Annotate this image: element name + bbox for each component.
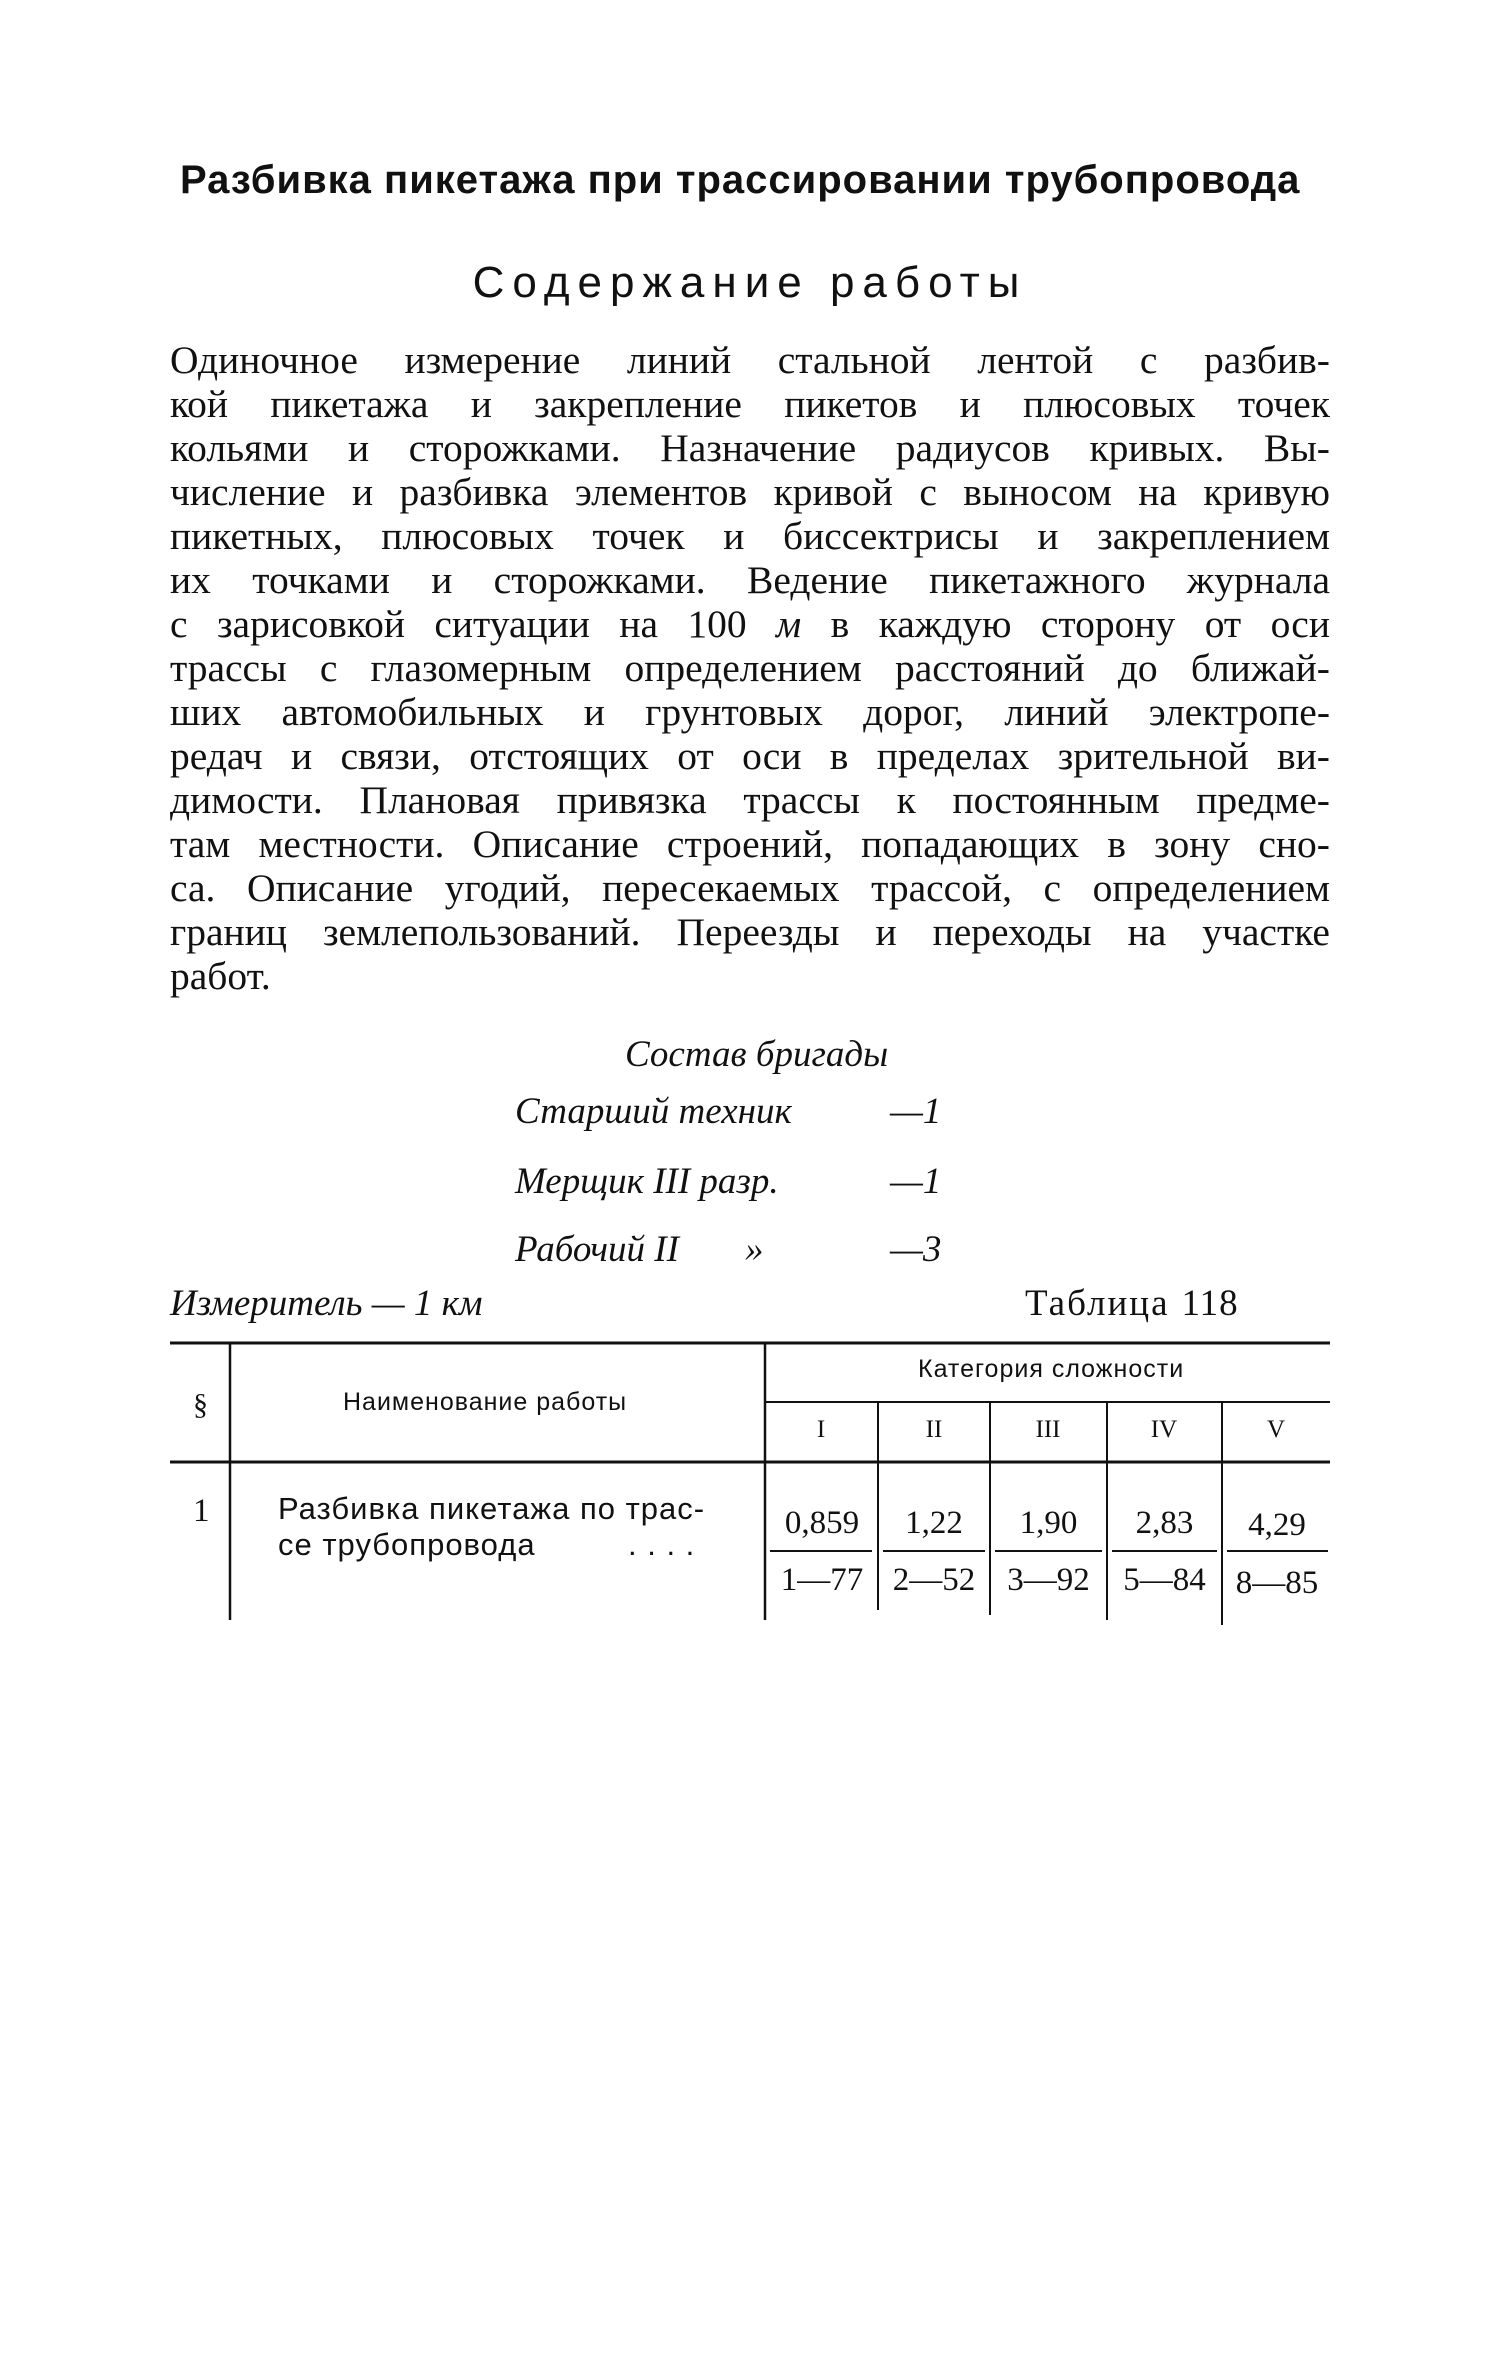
paragraph-line: кольями и сторожками. Назначение радиусов кривых. Вы- [170,426,1330,470]
crew-role: Рабочий II [515,1229,679,1270]
paragraph-line: границ землепользований. Переезды и переходы на участке [170,910,1330,954]
crew-role: Мерщик III разр. [515,1161,779,1202]
value-cat-iii: 1,90 [1019,1505,1078,1541]
table-label: Таблица [1025,1283,1170,1324]
price-cat-iv: 5—84 [1123,1562,1206,1598]
value-cat-ii: 1,22 [905,1505,963,1541]
crew-ditto: » [745,1229,764,1270]
paragraph-line: работ. [170,954,271,998]
value-cat-v: 4,29 [1248,1507,1306,1543]
paragraph-line: Одиночное измерение линий стальной лентой с разбив- [170,338,1330,382]
row-work-leader: . . . . [628,1527,696,1562]
category-ii: II [925,1416,943,1443]
category-iv: IV [1150,1416,1178,1443]
paragraph-line: числение и разбивка элементов кривой с выносом на кривую [170,470,1330,514]
section-title: Содержание работы [472,258,1028,307]
price-cat-ii: 2—52 [892,1562,976,1598]
page-heading: Разбивка пикетажа при трассировании трубопровода [180,158,1301,202]
crew-role: Старший техник [515,1091,792,1132]
crew-title: Состав бригады [625,1034,889,1075]
table-header-section: § [193,1388,209,1421]
row-work-name-line2: се трубопровода [278,1527,536,1562]
table-number: 118 [1181,1283,1239,1324]
crew-count: —1 [890,1161,942,1202]
table-header-work: Наименование работы [343,1388,628,1416]
crew-count: —1 [890,1091,942,1132]
paragraph-line: редач и связи, отстоящих от оси в пределах зрительной ви- [170,734,1330,778]
row-section-number: 1 [193,1493,210,1529]
value-cat-i: 0,859 [784,1505,860,1541]
category-i: I [816,1416,826,1443]
paragraph-line: димости. Плановая привязка трассы к постоянным предме- [170,778,1330,822]
row-work-name-line1: Разбивка пикетажа по трас- [278,1491,706,1526]
category-iii: III [1035,1416,1061,1443]
category-v: V [1266,1416,1286,1443]
paragraph-line: кой пикетажа и закрепление пикетов и плюсовых точек [170,382,1330,426]
paragraph-line: ших автомобильных и грунтовых дорог, линий электропе- [170,690,1330,734]
paragraph-line: пикетных, плюсовых точек и биссектрисы и закреплением [170,514,1330,558]
paragraph-line: трассы с глазомерным определением расстояний до ближай- [170,646,1330,690]
value-cat-iv: 2,83 [1135,1505,1194,1541]
paragraph-line: с зарисовкой ситуации на 100 м в каждую сторону от оси [170,602,1330,646]
unit-of-measure: Измеритель — 1 км [170,1283,483,1324]
price-cat-iii: 3—92 [1007,1562,1090,1598]
table-header-category: Категория сложности [918,1355,1185,1383]
paragraph-line: их точками и сторожками. Ведение пикетажного журнала [170,558,1330,602]
price-cat-i: 1—77 [780,1562,864,1598]
crew-count: —3 [890,1229,942,1270]
paragraph-line: там местности. Описание строений, попадающих в зону сно- [170,822,1330,866]
paragraph-line: са. Описание угодий, пересекаемых трассой, с определением [170,866,1330,910]
price-cat-v: 8—85 [1235,1565,1319,1601]
